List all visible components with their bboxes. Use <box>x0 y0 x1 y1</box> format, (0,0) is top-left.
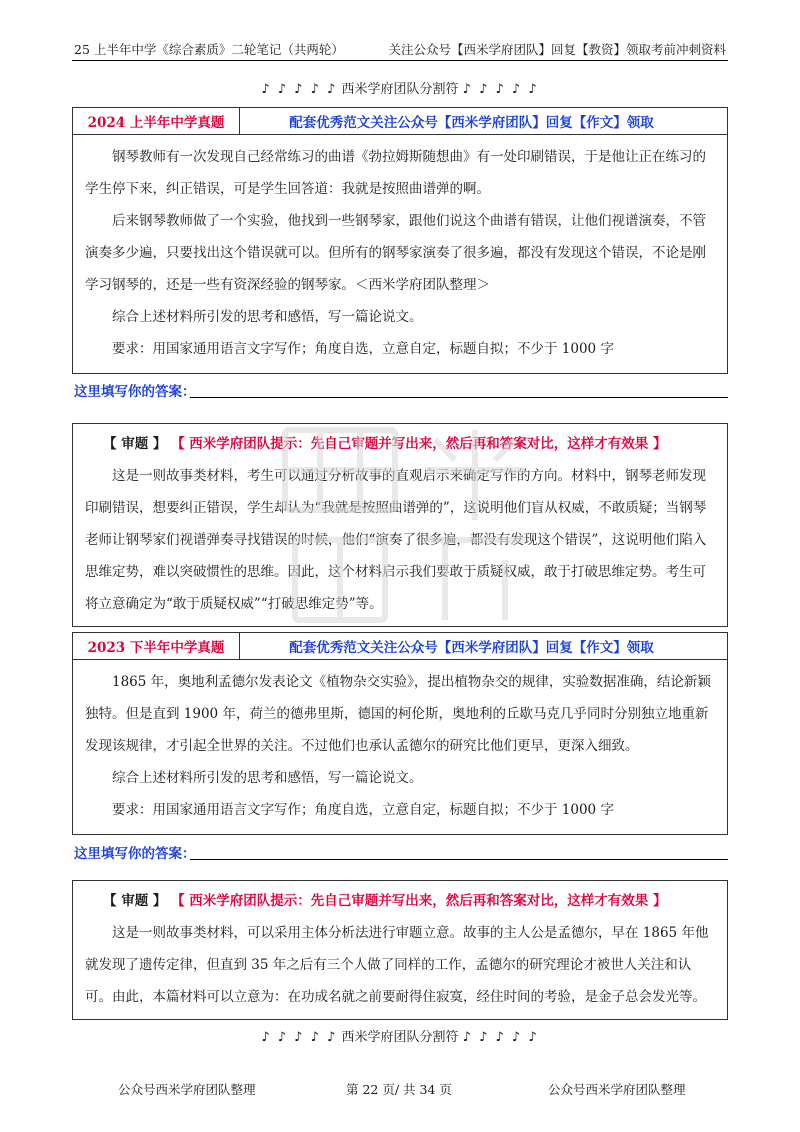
page-header <box>72 38 728 61</box>
review-tag: 【 审题 】 <box>103 893 167 909</box>
page-footer <box>0 1080 800 1100</box>
task-requirements: 要求：用国家通用语言文字写作；角度自选，立意自定，标题自拟；不少于 1000 字 <box>112 341 614 357</box>
exam-year: 2024 上半年中学真题 <box>73 108 240 134</box>
review-title <box>85 428 715 460</box>
answer-label: 这里填写你的答案： <box>74 846 196 862</box>
material-paragraph: 1865 年，奥地利孟德尔发表论文《植物杂交实验》，提出植物杂交的规律，实验数据准确，结论新颖独特。但是直到 1900 年，荷兰的德弗里斯，德国的柯伦斯，奥地利的丘歇马克几乎同时分别独立地重新发现该规律，才引起全世界的关注。不过他们也承认孟德尔的研究比他们更早，更深入细致。 <box>85 674 711 754</box>
task-instruction: 综合上述材料所引发的思考和感悟，写一篇论说文。 <box>112 770 423 786</box>
question-box <box>72 632 728 835</box>
review-tag: 【 审题 】 <box>103 436 167 452</box>
answer-label: 这里填写你的答案： <box>74 384 196 400</box>
music-notes-icon: ♪ ♪ ♪ ♪ ♪ <box>261 1030 338 1045</box>
music-notes-icon: ♪ ♪ ♪ ♪ ♪ <box>261 82 338 97</box>
question-box <box>72 107 728 374</box>
question-header <box>73 633 727 660</box>
answer-underline[interactable] <box>190 859 728 860</box>
music-notes-icon: ♪ ♪ ♪ ♪ ♪ <box>462 1030 539 1045</box>
question-material <box>73 660 727 834</box>
task-requirements: 要求：用国家通用语言文字写作；角度自选，立意自定，标题自拟；不少于 1000 字 <box>112 802 614 818</box>
material-paragraph: 后来钢琴教师做了一个实验，他找到一些钢琴家，跟他们说这个曲谱有错误，让他们视谱演奏，不管演奏多少遍，只要找出这个错误就可以。但所有的钢琴家演奏了很多遍，都没有发现这个错误，不论是刚学习钢琴的，还是一些有资深经验的钢琴家。＜西米学府团队整理＞ <box>85 213 706 293</box>
review-box <box>72 880 728 1020</box>
review-paragraph: 这是一则故事类材料，可以采用主体分析法进行审题立意。故事的主人公是孟德尔，早在 1865 年他就发现了遗传定律，但直到 35 年之后有三个人做了同样的工作，孟德尔的研究理论才被世人关注和认可。由此，本篇材料可以立意为：在功成名就之前要耐得住寂寞，经住时间的考验，是金子总会发光等。 <box>85 925 709 1005</box>
section-divider-top <box>0 78 800 97</box>
footer-right: 公众号西米学府团队整理 <box>548 1082 686 1097</box>
answer-area[interactable] <box>72 378 728 402</box>
material-paragraph: 钢琴教师有一次发现自己经常练习的曲谱《勃拉姆斯随想曲》有一处印刷错误，于是他让正在练习的学生停下来，纠正错误，可是学生回答道：我就是按照曲谱弹的啊。 <box>85 149 706 197</box>
section-divider-bottom <box>0 1026 800 1045</box>
footer-left: 公众号西米学府团队整理 <box>118 1082 256 1097</box>
header-promo: 关注公众号【西米学府团队】回复【教资】领取考前冲刺资料 <box>388 42 726 57</box>
page-number: 第 22 页/ 共 34 页 <box>346 1082 452 1097</box>
essay-link-note: 配套优秀范文关注公众号【西米学府团队】回复【作文】领取 <box>289 640 654 656</box>
question-material <box>73 135 727 373</box>
review-hint: 【 西米学府团队提示：先自己审题并写出来，然后再和答案对比，这样才有效果 】 <box>171 893 667 909</box>
music-notes-icon: ♪ ♪ ♪ ♪ ♪ <box>462 82 539 97</box>
answer-area[interactable] <box>72 840 728 864</box>
review-box <box>72 423 728 627</box>
task-instruction: 综合上述材料所引发的思考和感悟，写一篇论说文。 <box>112 309 423 325</box>
divider-text: 西米学府团队分割符 <box>341 82 459 97</box>
answer-underline[interactable] <box>190 397 728 398</box>
review-title <box>85 885 715 917</box>
question-header <box>73 108 727 135</box>
divider-text: 西米学府团队分割符 <box>341 1030 459 1045</box>
review-hint: 【 西米学府团队提示：先自己审题并写出来，然后再和答案对比，这样才有效果 】 <box>171 436 667 452</box>
review-paragraph: 这是一则故事类材料，考生可以通过分析故事的直观启示来确定写作的方向。材料中，钢琴老师发现印刷错误，想要纠正错误，学生却认为“我就是按照曲谱弹的”，这说明他们盲从权威，不敢质疑；当钢琴老师让钢琴家们视谱弹奏寻找错误的时候，他们“演奏了很多遍，都没有发现这个错误”，这说明他们陷入思维定势，难以突破惯性的思维。因此，这个材料启示我们要敢于质疑权威，敢于打破思维定势。考生可将立意确定为“敢于质疑权威”“打破思维定势”等。 <box>85 468 707 612</box>
header-title: 25 上半年中学《综合素质》二轮笔记（共两轮） <box>74 42 344 57</box>
essay-link-note: 配套优秀范文关注公众号【西米学府团队】回复【作文】领取 <box>289 115 654 131</box>
exam-year: 2023 下半年中学真题 <box>73 633 240 659</box>
